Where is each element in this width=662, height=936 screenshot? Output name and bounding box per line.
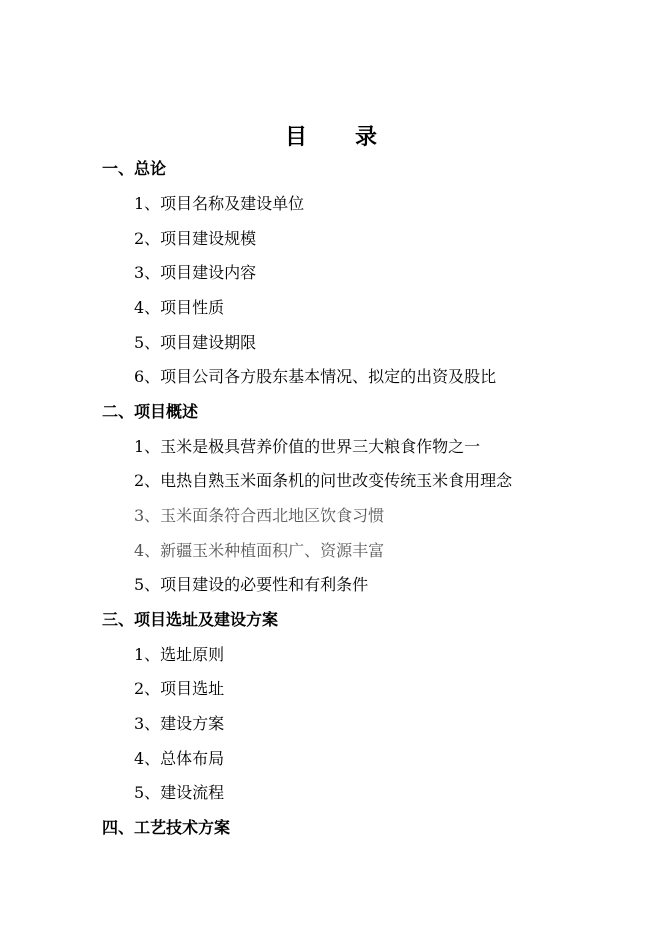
toc-item-3-2: 2、项目选址 [134,679,225,698]
toc-item-3-5: 5、建设流程 [134,783,225,802]
toc-item-2-5: 5、项目建设的必要性和有利条件 [134,575,369,594]
toc-item-2-1: 1、玉米是极具营养价值的世界三大粮食作物之一 [134,437,481,456]
page-title [0,120,662,151]
title-char-2: 录 [355,124,378,150]
toc-item-3-3: 3、建设方案 [134,714,225,733]
title-char-1: 目 [284,124,307,150]
toc-item-1-2: 2、项目建设规模 [134,229,257,248]
toc-item-1-3: 3、项目建设内容 [134,263,257,282]
toc-item-3-1: 1、选址原则 [134,645,225,664]
toc-item-1-4: 4、项目性质 [134,298,225,317]
toc-item-1-6: 6、项目公司各方股东基本情况、拟定的出资及股比 [134,367,497,386]
toc-section-2: 二、项目概述 [102,402,199,421]
toc-section-4: 四、工艺技术方案 [102,818,231,837]
toc-item-2-2: 2、电热自熟玉米面条机的问世改变传统玉米食用理念 [134,471,513,490]
toc-item-1-1: 1、项目名称及建设单位 [134,194,305,213]
toc-item-2-3: 3、玉米面条符合西北地区饮食习惯 [134,506,385,525]
toc-section-1: 一、总论 [102,159,167,178]
toc-section-3: 三、项目选址及建设方案 [102,610,279,629]
toc-item-1-5: 5、项目建设期限 [134,333,257,352]
toc-item-2-4: 4、新疆玉米种植面积广、资源丰富 [134,541,385,560]
toc-item-3-4: 4、总体布局 [134,749,225,768]
